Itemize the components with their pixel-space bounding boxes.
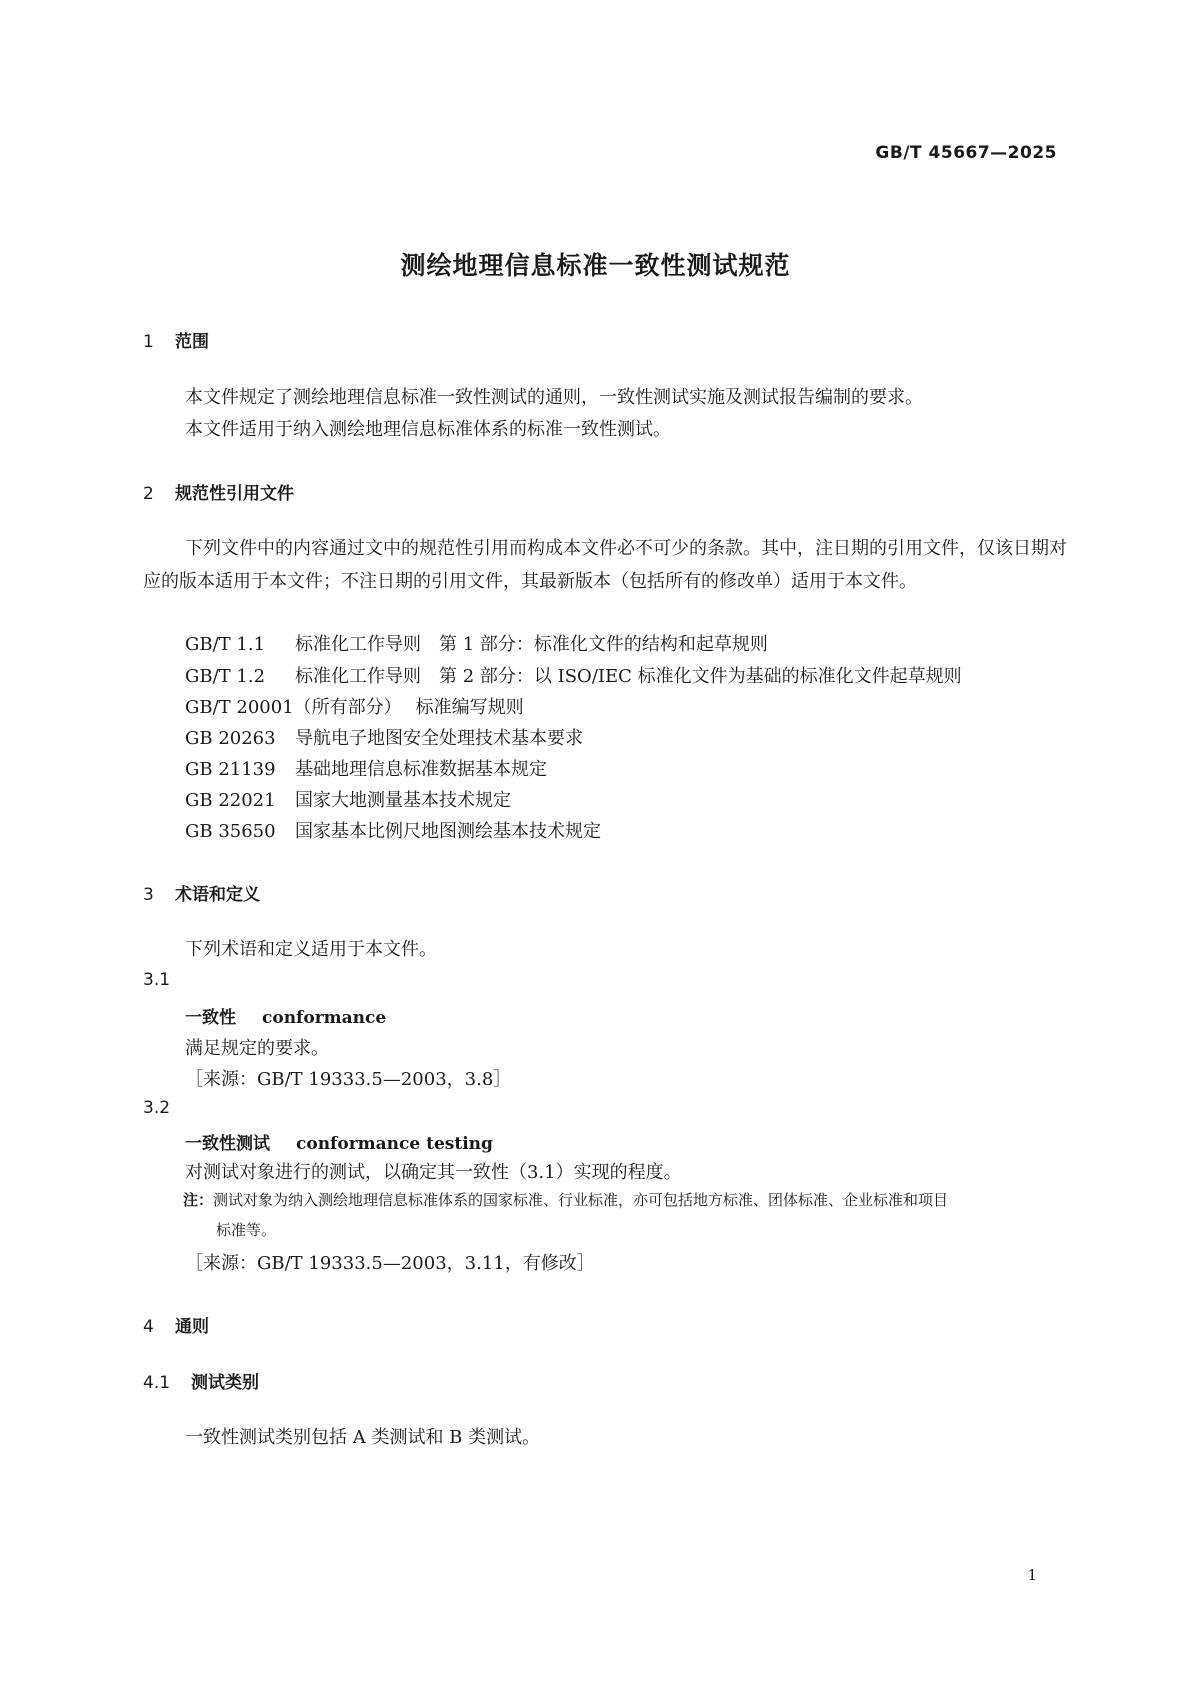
term-english: conformance bbox=[262, 1008, 387, 1028]
reference-item bbox=[185, 693, 524, 719]
section-2-intro-paragraph: 下列文件中的内容通过文中的规范性引用而构成本文件必不可少的条款。其中，注日期的引用文件，仅该日期对应的版本适用于本文件；不注日期的引用文件，其最新版本（包括所有的修改单）适用于本文件。 bbox=[143, 538, 1067, 592]
term-number: 3.1 bbox=[143, 970, 171, 990]
document-number: GB/T 45667—2025 bbox=[875, 143, 1057, 163]
section-number: 4 bbox=[143, 1317, 154, 1337]
reference-title: 国家大地测量基本技术规定 bbox=[295, 790, 511, 811]
section-1-paragraph-1: 本文件规定了测绘地理信息标准一致性测试的通则，一致性测试实施及测试报告编制的要求。 bbox=[185, 387, 923, 408]
subsection-4-1-paragraph: 一致性测试类别包括 A 类测试和 B 类测试。 bbox=[185, 1427, 541, 1448]
term-source: ［来源：GB/T 19333.5—2003，3.8］ bbox=[185, 1069, 512, 1090]
page-number: 1 bbox=[1027, 1566, 1037, 1584]
reference-item bbox=[185, 724, 583, 750]
reference-title: 标准编写规则 bbox=[415, 697, 524, 718]
term-source: ［来源：GB/T 19333.5—2003，3.11，有修改］ bbox=[185, 1253, 595, 1274]
reference-title: 标准化工作导则 第 1 部分：标准化文件的结构和起草规则 bbox=[295, 634, 768, 655]
subsection-title: 测试类别 bbox=[191, 1373, 259, 1393]
reference-item bbox=[185, 662, 962, 688]
section-2-heading bbox=[143, 479, 294, 504]
term-definition: 对测试对象进行的测试，以确定其一致性（3.1）实现的程度。 bbox=[185, 1162, 682, 1183]
note-label: 注： bbox=[183, 1191, 214, 1209]
reference-item bbox=[185, 755, 547, 781]
section-number: 1 bbox=[143, 332, 154, 352]
note-text-line-1: 测试对象为纳入测绘地理信息标准体系的国家标准、行业标准，亦可包括地方标准、团体标准、企业标准和项目 bbox=[213, 1191, 949, 1209]
section-1-paragraph-2: 本文件适用于纳入测绘地理信息标准体系的标准一致性测试。 bbox=[185, 419, 671, 440]
reference-title: 国家基本比例尺地图测绘基本技术规定 bbox=[295, 821, 601, 842]
term-heading bbox=[185, 1003, 386, 1028]
section-title: 范围 bbox=[175, 332, 209, 352]
reference-code: GB 20263 bbox=[185, 728, 276, 749]
reference-title: 导航电子地图安全处理技术基本要求 bbox=[295, 728, 583, 749]
section-1-heading bbox=[143, 327, 209, 352]
section-title: 规范性引用文件 bbox=[175, 484, 294, 504]
section-number: 3 bbox=[143, 885, 154, 905]
reference-code: GB/T 1.1 bbox=[185, 634, 266, 655]
reference-item bbox=[185, 630, 768, 656]
document-title: 测绘地理信息标准一致性测试规范 bbox=[400, 251, 791, 280]
term-note bbox=[183, 1185, 1071, 1245]
section-4-heading bbox=[143, 1312, 209, 1337]
section-title: 术语和定义 bbox=[175, 885, 260, 905]
term-chinese: 一致性测试 bbox=[185, 1134, 270, 1154]
note-text-line-2: 标准等。 bbox=[216, 1221, 277, 1239]
term-chinese: 一致性 bbox=[185, 1008, 236, 1028]
section-3-heading bbox=[143, 880, 260, 905]
reference-code: GB 35650 bbox=[185, 821, 276, 842]
term-number: 3.2 bbox=[143, 1098, 171, 1118]
section-title: 通则 bbox=[175, 1317, 209, 1337]
subsection-number: 4.1 bbox=[143, 1373, 171, 1393]
section-3-intro: 下列术语和定义适用于本文件。 bbox=[185, 939, 437, 960]
section-number: 2 bbox=[143, 484, 154, 504]
reference-code: GB/T 1.2 bbox=[185, 666, 266, 687]
reference-title: 标准化工作导则 第 2 部分：以 ISO/IEC 标准化文件为基础的标准化文件起草规则 bbox=[295, 666, 962, 687]
reference-code: GB 22021 bbox=[185, 790, 276, 811]
term-heading bbox=[185, 1129, 493, 1154]
subsection-4-1-heading bbox=[143, 1368, 259, 1393]
term-definition: 满足规定的要求。 bbox=[185, 1038, 329, 1059]
reference-item bbox=[185, 817, 601, 843]
reference-code: GB 21139 bbox=[185, 759, 276, 780]
reference-title: 基础地理信息标准数据基本规定 bbox=[295, 759, 547, 780]
reference-item bbox=[185, 786, 511, 812]
reference-code: GB/T 20001（所有部分） bbox=[185, 697, 402, 718]
term-english: conformance testing bbox=[296, 1134, 493, 1154]
